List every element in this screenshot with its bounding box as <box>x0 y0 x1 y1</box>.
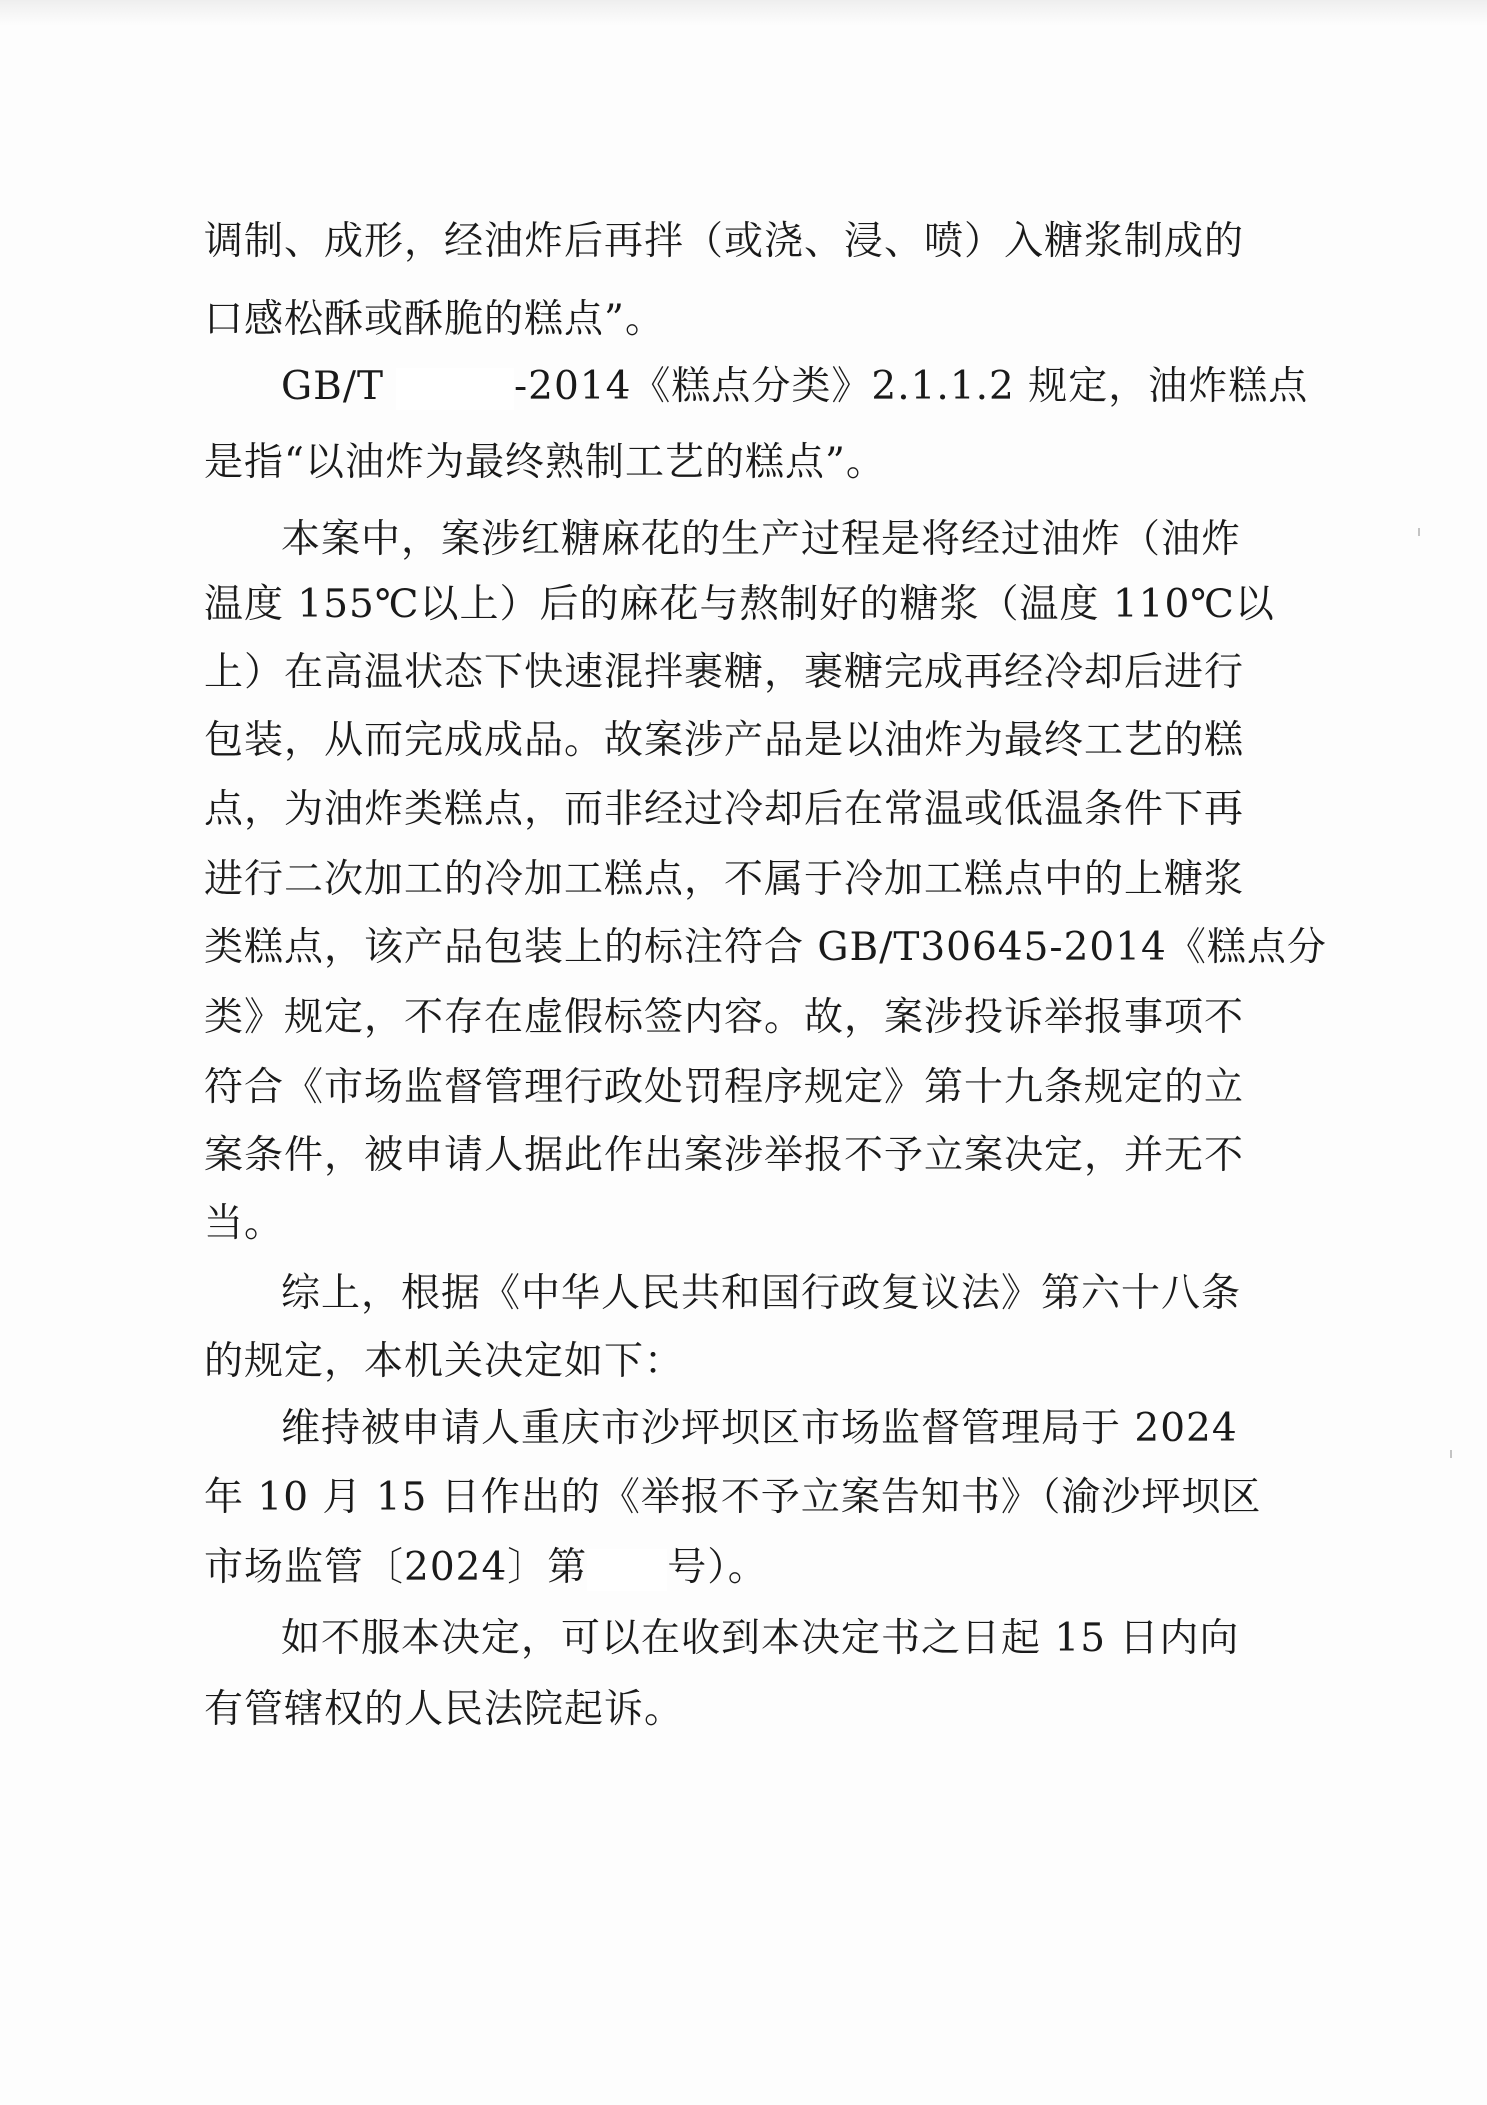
text-line-6: 温度 155℃以上）后的麻花与熬制好的糖浆（温度 110℃以 <box>204 582 1275 627</box>
standard-clause-text: -2014《糕点分类》2.1.1.2 规定，油炸糕点 <box>513 364 1309 409</box>
scan-speck <box>1418 528 1420 536</box>
text-line-14: 案条件，被申请人据此作出案涉举报不予立案决定，并无不 <box>204 1133 1245 1178</box>
text-line-20 <box>204 1544 768 1592</box>
text-line-1: 调制、成形，经油炸后再拌（或浇、浸、喷）入糖浆制成的 <box>204 219 1245 264</box>
text-line-8: 包装，从而完成成品。故案涉产品是以油炸为最终工艺的糕 <box>204 718 1245 763</box>
text-line-11: 类糕点，该产品包装上的标注符合 GB/T30645-2014《糕点分 <box>204 925 1327 970</box>
redaction-block <box>587 1549 667 1591</box>
text-line-2: 口感松酥或酥脆的糕点”。 <box>204 297 665 342</box>
text-line-19: 年 10 月 15 日作出的《举报不予立案告知书》（渝沙坪坝区 <box>204 1475 1262 1520</box>
case-number-prefix: 市场监管〔2024〕第 <box>204 1545 588 1590</box>
text-line-22: 有管辖权的人民法院起诉。 <box>204 1687 685 1732</box>
text-line-5: 本案中，案涉红糖麻花的生产过程是将经过油炸（油炸 <box>281 517 1242 562</box>
scan-speck <box>1450 1450 1452 1458</box>
text-line-13: 符合《市场监督管理行政处罚程序规定》第十九条规定的立 <box>204 1065 1245 1110</box>
text-line-7: 上）在高温状态下快速混拌裹糖，裹糖完成再经冷却后进行 <box>204 650 1245 695</box>
text-line-3 <box>281 363 1308 411</box>
case-number-suffix: 号）。 <box>667 1545 768 1590</box>
text-line-17: 的规定，本机关决定如下： <box>204 1339 685 1384</box>
text-line-10: 进行二次加工的冷加工糕点，不属于冷加工糕点中的上糖浆 <box>204 857 1245 902</box>
text-line-16: 综上，根据《中华人民共和国行政复议法》第六十八条 <box>281 1271 1242 1316</box>
text-line-18: 维持被申请人重庆市沙坪坝区市场监督管理局于 2024 <box>281 1406 1238 1451</box>
standard-code-prefix: GB/T <box>281 364 384 409</box>
text-line-15: 当。 <box>204 1201 285 1246</box>
redaction-block <box>396 368 514 410</box>
text-line-9: 点，为油炸类糕点，而非经过冷却后在常温或低温条件下再 <box>204 787 1245 832</box>
text-line-4: 是指“以油炸为最终熟制工艺的糕点”。 <box>204 440 886 485</box>
text-line-21: 如不服本决定，可以在收到本决定书之日起 15 日内向 <box>281 1616 1240 1661</box>
scan-top-edge <box>0 0 1487 26</box>
text-line-12: 类》规定，不存在虚假标签内容。故，案涉投诉举报事项不 <box>204 995 1245 1040</box>
